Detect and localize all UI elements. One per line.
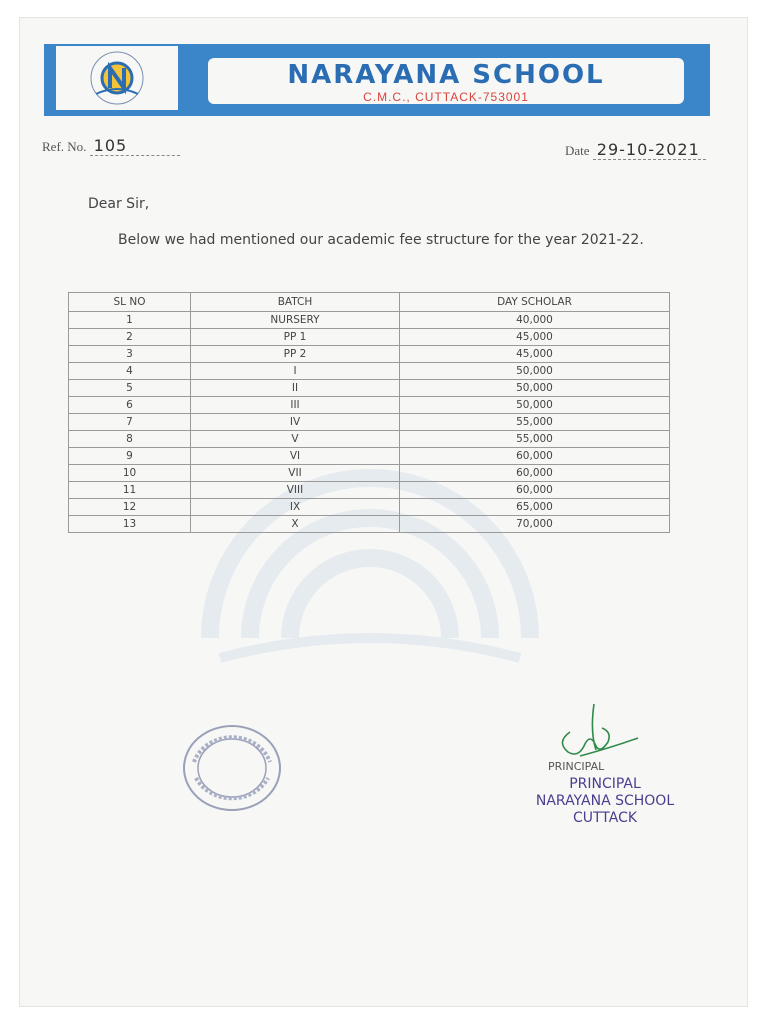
principal-label: PRINCIPAL bbox=[548, 760, 605, 773]
fee: 50,000 bbox=[400, 380, 670, 397]
ref-label: Ref. No. bbox=[42, 139, 87, 154]
fee: 45,000 bbox=[400, 346, 670, 363]
sl-no: 3 bbox=[69, 346, 191, 363]
table-row bbox=[69, 431, 670, 448]
table-row bbox=[69, 414, 670, 431]
batch: VI bbox=[191, 448, 400, 465]
fee: 50,000 bbox=[400, 397, 670, 414]
fee: 65,000 bbox=[400, 499, 670, 516]
sl-no: 2 bbox=[69, 329, 191, 346]
fee: 40,000 bbox=[400, 312, 670, 329]
sl-no: 4 bbox=[69, 363, 191, 380]
fee-structure-table bbox=[68, 292, 670, 533]
header-day-scholar: DAY SCHOLAR bbox=[400, 293, 670, 312]
batch: II bbox=[191, 380, 400, 397]
table-row bbox=[69, 312, 670, 329]
table-row bbox=[69, 346, 670, 363]
sl-no: 1 bbox=[69, 312, 191, 329]
school-seal-icon bbox=[180, 718, 290, 818]
stamp-line-3: CUTTACK bbox=[572, 810, 638, 826]
batch: PP 1 bbox=[191, 329, 400, 346]
table-row bbox=[69, 482, 670, 499]
table-row bbox=[69, 363, 670, 380]
school-address: C.M.C., CUTTACK-753001 bbox=[363, 90, 529, 104]
table-row bbox=[69, 516, 670, 533]
batch: I bbox=[191, 363, 400, 380]
fee: 55,000 bbox=[400, 431, 670, 448]
batch: PP 2 bbox=[191, 346, 400, 363]
stamp-line-1: PRINCIPAL bbox=[569, 776, 641, 792]
table-row bbox=[69, 329, 670, 346]
table-row bbox=[69, 448, 670, 465]
school-name: NARAYANA SCHOOL bbox=[287, 60, 605, 90]
sl-no: 7 bbox=[69, 414, 191, 431]
sl-no: 5 bbox=[69, 380, 191, 397]
batch: X bbox=[191, 516, 400, 533]
batch: V bbox=[191, 431, 400, 448]
salutation: Dear Sir, bbox=[88, 196, 150, 212]
batch: VII bbox=[191, 465, 400, 482]
fee: 55,000 bbox=[400, 414, 670, 431]
table-row bbox=[69, 499, 670, 516]
fee: 60,000 bbox=[400, 465, 670, 482]
letter-date bbox=[565, 140, 706, 160]
ref-value: 105 bbox=[90, 136, 180, 156]
fee: 60,000 bbox=[400, 482, 670, 499]
batch: IV bbox=[191, 414, 400, 431]
batch: VIII bbox=[191, 482, 400, 499]
sl-no: 8 bbox=[69, 431, 191, 448]
school-name-box bbox=[208, 58, 684, 104]
sl-no: 9 bbox=[69, 448, 191, 465]
stamp-line-2: NARAYANA SCHOOL bbox=[535, 793, 675, 809]
batch: III bbox=[191, 397, 400, 414]
reference-number bbox=[42, 136, 180, 156]
table-header-row bbox=[69, 293, 670, 312]
school-logo bbox=[56, 46, 178, 110]
date-value: 29-10-2021 bbox=[593, 140, 706, 160]
header-sl-no: SL NO bbox=[69, 293, 191, 312]
fee: 70,000 bbox=[400, 516, 670, 533]
fee: 45,000 bbox=[400, 329, 670, 346]
fee: 60,000 bbox=[400, 448, 670, 465]
sl-no: 13 bbox=[69, 516, 191, 533]
principal-signature-icon bbox=[550, 702, 640, 762]
sl-no: 10 bbox=[69, 465, 191, 482]
batch: IX bbox=[191, 499, 400, 516]
batch: NURSERY bbox=[191, 312, 400, 329]
table-row bbox=[69, 380, 670, 397]
table-row bbox=[69, 397, 670, 414]
fee: 50,000 bbox=[400, 363, 670, 380]
header-batch: BATCH bbox=[191, 293, 400, 312]
sl-no: 11 bbox=[69, 482, 191, 499]
table-row bbox=[69, 465, 670, 482]
sl-no: 6 bbox=[69, 397, 191, 414]
letter-page bbox=[20, 18, 747, 1006]
logo-emblem-icon bbox=[56, 46, 178, 110]
principal-stamp bbox=[490, 776, 720, 827]
intro-paragraph: Below we had mentioned our academic fee structure for the year 2021-22. bbox=[118, 232, 644, 248]
date-label: Date bbox=[565, 143, 590, 158]
sl-no: 12 bbox=[69, 499, 191, 516]
